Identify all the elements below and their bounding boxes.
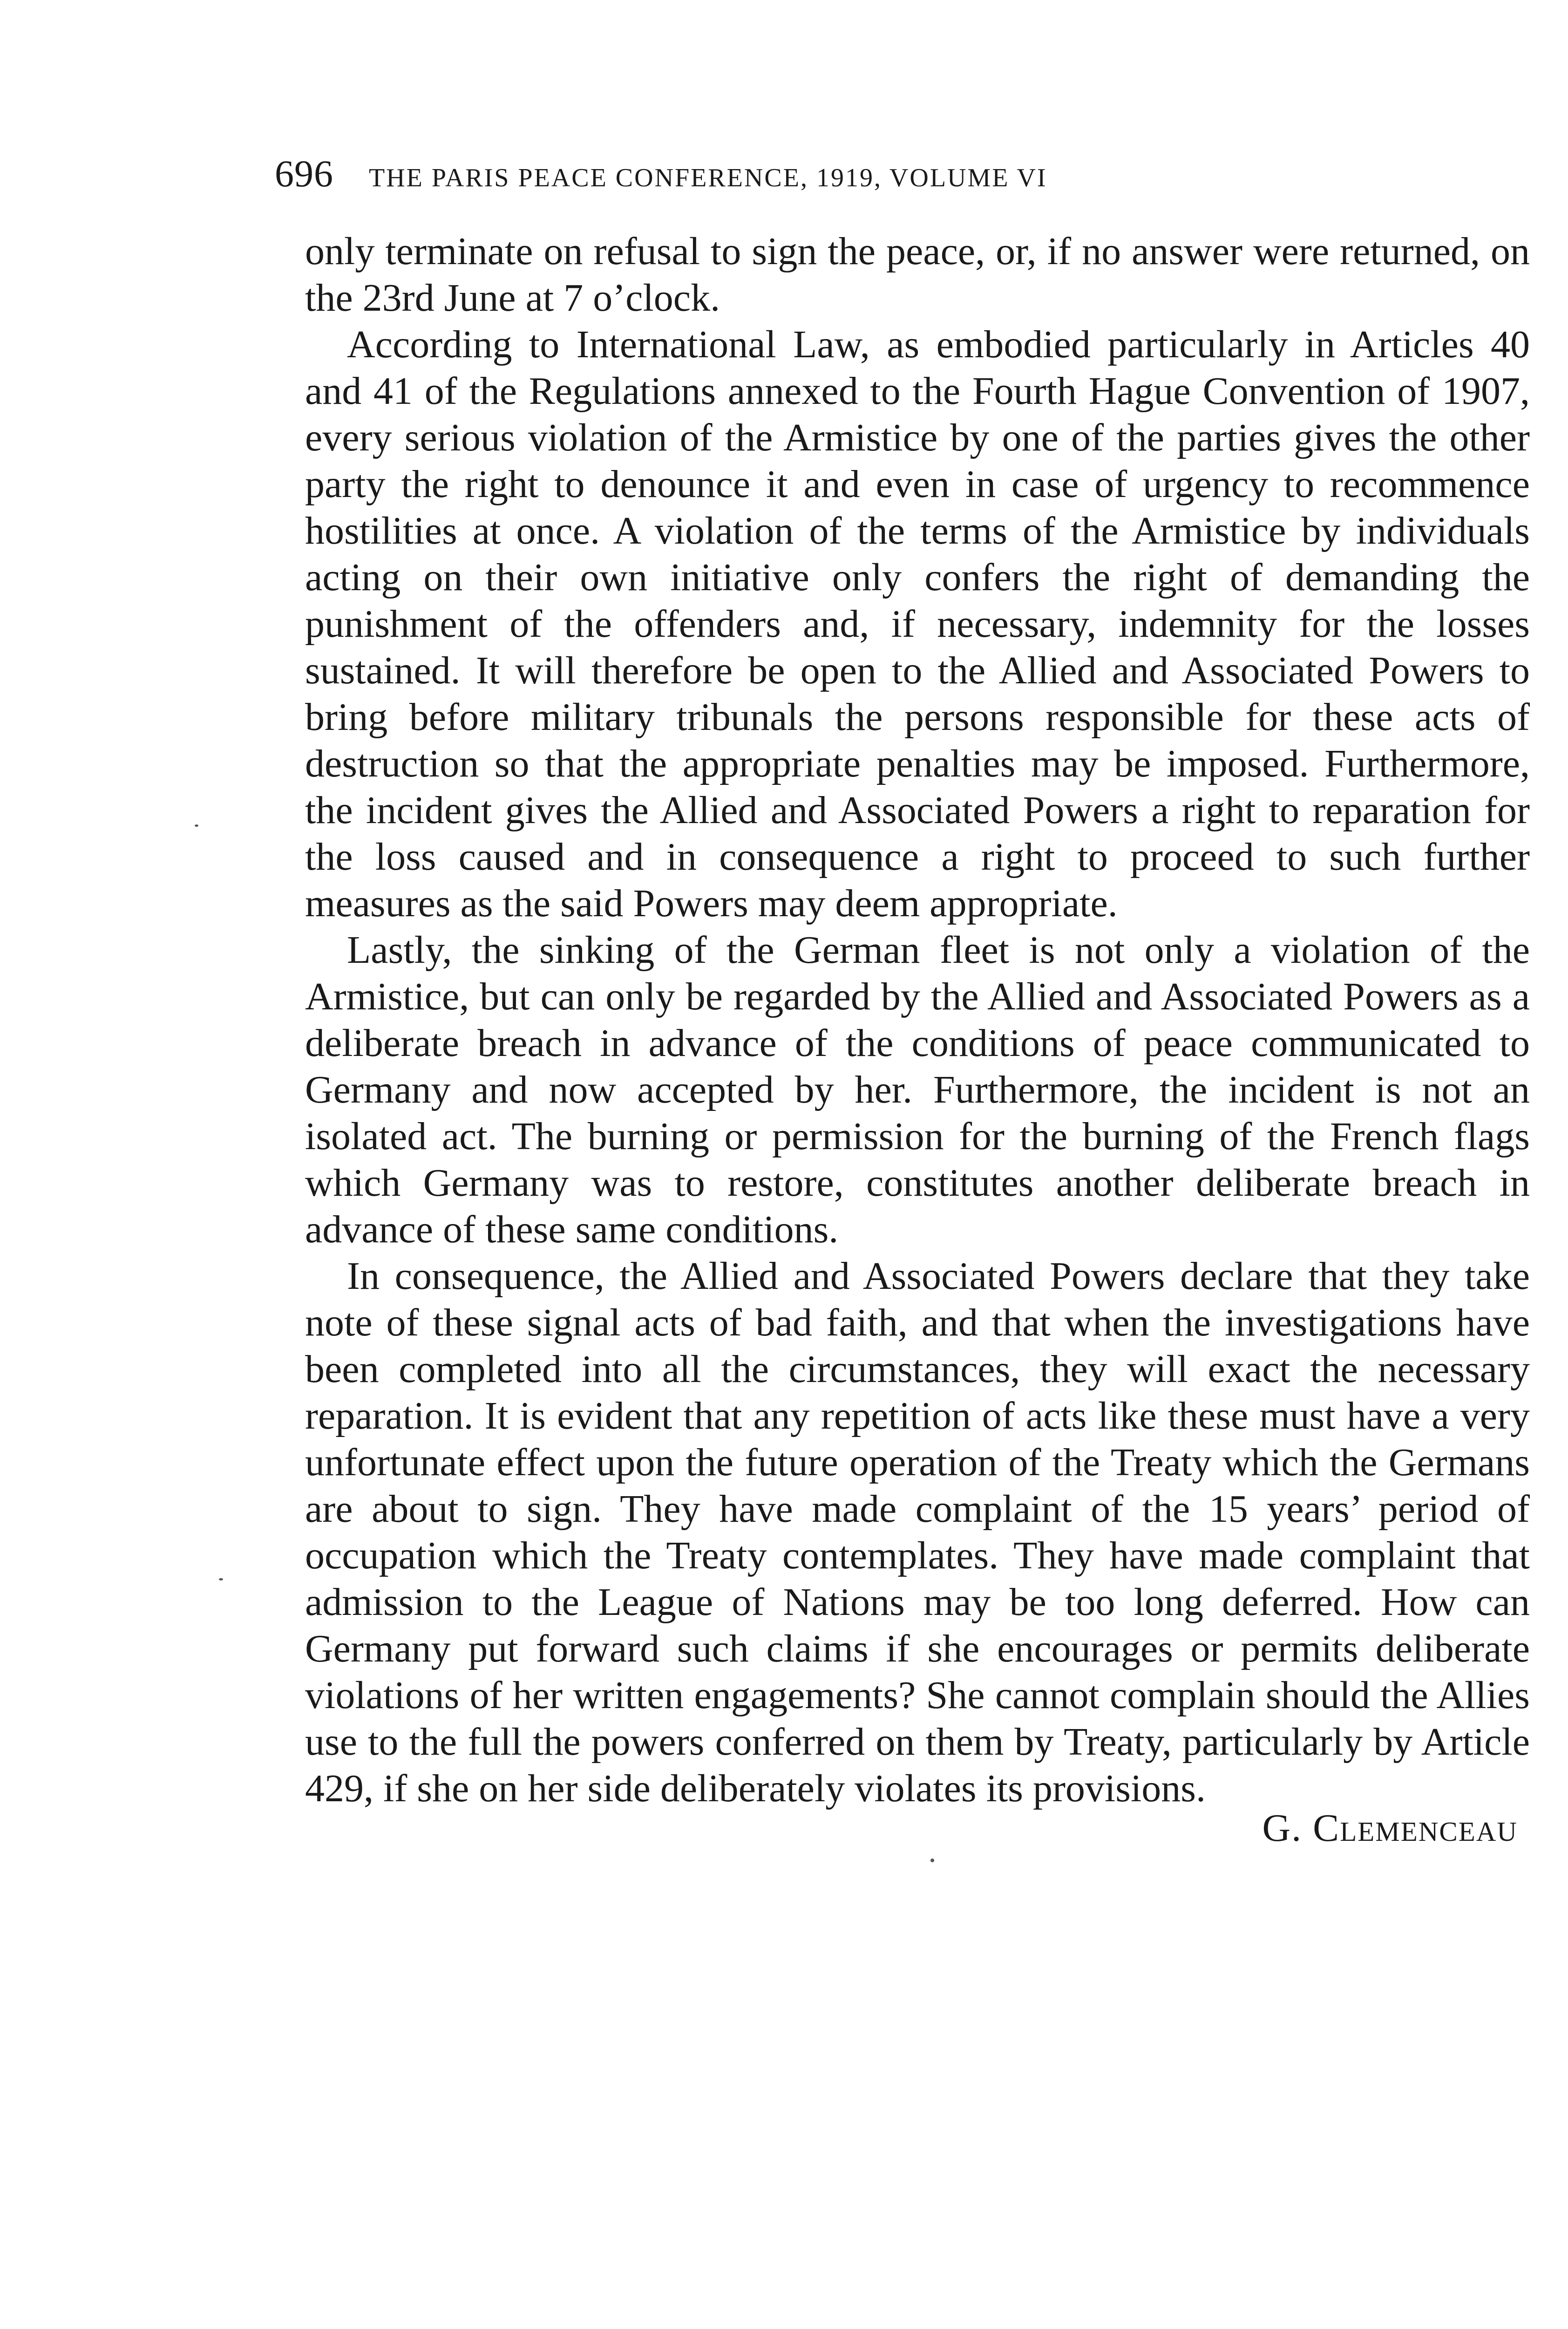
scan-speck	[930, 1859, 934, 1862]
signature: G. Clemenceau	[1262, 1806, 1518, 1850]
paragraph-german-fleet: Lastly, the sinking of the German fleet is not only a violation of the Armistice, but can only be regarded by the Allied and Associated Powers as a deliberate breach in advance of the conditions of peace communicated to Germany and now accepted by her. Furthermore, the incident is not an isolated act. The burning or permission for the burning of the French flags which Germany was to restore, constitutes another deliberate breach in advance of these same conditions.	[305, 928, 1530, 1251]
paragraph-consequence: In consequence, the Allied and Associated Powers declare that they take note of these signal acts of bad faith, and that when the investigations have been completed into all the circumstances, they will exact the necessary reparation. It is evident that any repetition of acts like these must have a very unfortunate effect upon the future operation of the Treaty which the Germans are about to sign. They have made complaint of the 15 years’ period of occupation which the Treaty contemplates. They have made complaint that admission to the League of Nations may be too long deferred. How can Germany put forward such claims if she encourages or permits deliberate violations of her written engagements? She cannot complain should the Allies use to the full the powers conferred on them by Treaty, particularly by Article 429, if she on her side deliberately violates its provisions.	[305, 1254, 1530, 1810]
scan-speck	[195, 824, 198, 827]
paragraph-international-law: According to International Law, as embodied particularly in Articles 40 and 41 of the Regulations annexed to the Fourth Hague Convention of 1907, every serious violation of the Armistice by one of the parties gives the other party the right to denounce it and even in case of urgency to recommence hostilities at once. A violation of the terms of the Armistice by individuals acting on their own initiative only confers the right of demanding the punishment of the offenders and, if necessary, indemnity for the losses sustained. It will therefore be open to the Allied and Associated Powers to bring before military tribunals the persons responsible for these acts of destruction so that the appropriate penalties may be imposed. Furthermore, the incident gives the Allied and Associated Powers a right to reparation for the loss caused and in consequence a right to proceed to such further measures as the said Powers may deem appropriate.	[305, 323, 1530, 925]
body-text	[305, 228, 1530, 1812]
running-head	[275, 148, 1551, 199]
page-number: 696	[275, 152, 333, 195]
paragraph-continuation: only terminate on refusal to sign the peace, or, if no answer were returned, on the 23rd June at 7 o’clock.	[305, 230, 1530, 320]
running-title: THE PARIS PEACE CONFERENCE, 1919, VOLUME VI	[369, 163, 1047, 192]
scan-speck	[219, 1578, 223, 1580]
